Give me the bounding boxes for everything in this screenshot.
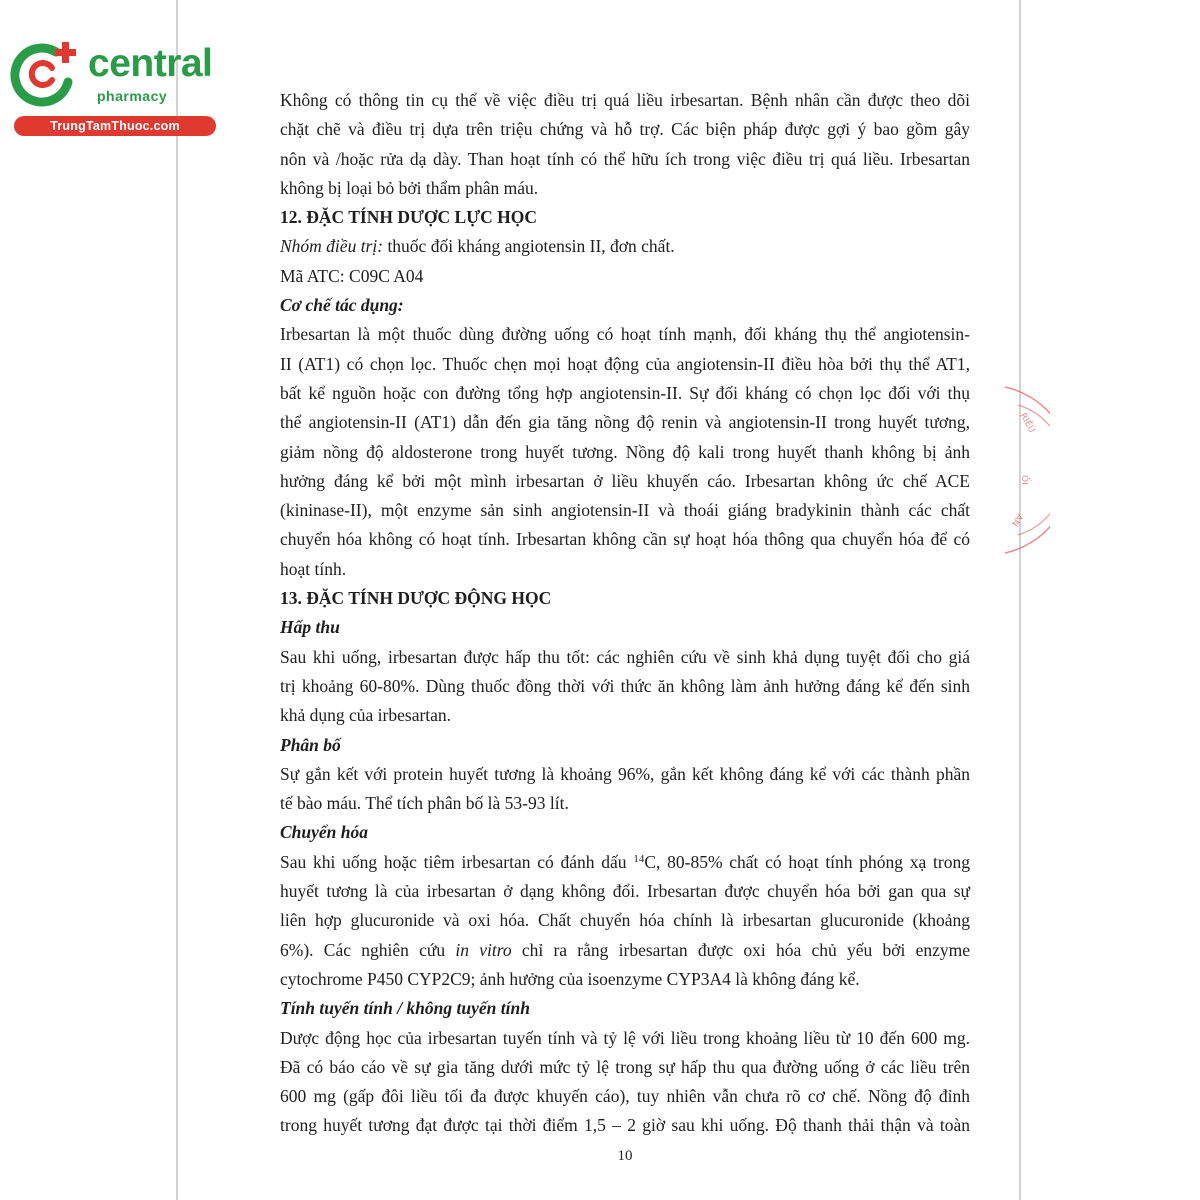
brand-name: central: [88, 42, 213, 85]
paragraph-line: liên hợp glucuronide và oxi hóa. Chất chuyển hóa chính là irbesartan glucuronide (khoảng: [280, 910, 970, 931]
in-vitro-term: in vitro: [455, 939, 512, 960]
paragraph-line: trị khoảng 60-80%. Dùng thuốc đồng thời với thức ăn không làm ảnh hưởng đáng kể đến sinh: [280, 675, 970, 696]
paragraph-line: tế bào máu. Thể tích phân bố là 53-93 lít.: [280, 793, 569, 814]
paragraph-line: giảm nồng độ aldosterone trong huyết tương. Nồng độ kali trong huyết thanh không bị ảnh: [280, 441, 970, 462]
therapeutic-group-value: thuốc đối kháng angiotensin II, đơn chất.: [387, 236, 675, 257]
paragraph-line: chuyển hóa không có hoạt tính. Irbesartan không cần sự hoạt hóa thông qua chuyển hóa để có: [280, 529, 970, 550]
page-number: 10: [617, 1148, 633, 1164]
pharmacy-cross-icon: [8, 36, 80, 108]
therapeutic-group-line: [280, 232, 970, 261]
metabolism-prefix: Sau khi uống hoặc tiêm irbesartan có đánh dấu: [280, 851, 634, 872]
paragraph-line: Đã có báo cáo về sự gia tăng dưới mức tỷ lệ trong sự hấp thu qua đường uống ở các liều trên: [280, 1056, 970, 1077]
metabolism-rest: C, 80-85% chất có hoạt tính phóng xạ trong: [644, 851, 970, 872]
paragraph-line: Không có thông tin cụ thể về việc điều trị quá liều irbesartan. Bệnh nhân cần được theo dõi: [280, 90, 970, 110]
in-vitro-rest: chỉ ra rằng irbesartan được oxi hóa chủ yếu bởi enzyme: [511, 939, 971, 960]
document-body: [280, 86, 970, 1141]
subheading-mechanism: Cơ chế tác dụng:: [280, 295, 404, 316]
svg-text:RIÊU: RIÊU: [1017, 411, 1037, 435]
paragraph-line: cytochrome P450 CYP2C9; ảnh hưởng của isoenzyme CYP3A4 là không đáng kể.: [280, 968, 860, 989]
paragraph-line: Sự gắn kết với protein huyết tương là khoảng 96%, gắn kết không đáng kể với các thành phần: [280, 763, 970, 784]
isotope-superscript: 14: [633, 852, 645, 865]
subheading-linearity: Tính tuyến tính / không tuyến tính: [280, 998, 530, 1019]
brand-website: TrungTamThuoc.com: [14, 116, 216, 136]
atc-code-line: Mã ATC: C09C A04: [280, 265, 424, 286]
subheading-metabolism: Chuyển hóa: [280, 822, 369, 843]
paragraph-line: Irbesartan là một thuốc dùng đường uống có hoạt tính mạnh, đối kháng thụ thể angiotensin-: [280, 324, 970, 345]
paragraph-line: huyết tương là của irbesartan ở dạng không đổi. Irbesartan được chuyển hóa bởi gan qua sự: [280, 881, 970, 902]
paragraph-line: Sau khi uống, irbesartan được hấp thu tốt: các nghiên cứu về sinh khả dụng tuyệt đối cho giá: [280, 646, 970, 667]
subheading-distribution: Phân bố: [280, 734, 341, 755]
paragraph-line: hưởng đáng kể bởi một mình irbesartan ở liều khuyến cáo. Irbesartan không ức chế ACE: [280, 470, 970, 491]
paragraph-line: thể angiotensin-II (AT1) dẫn đến gia tăng nồng độ renin và angiotensin-II trong huyết tương,: [280, 412, 970, 433]
in-vitro-prefix: 6%). Các nghiên cứu: [280, 939, 456, 960]
paragraph-line: khả dụng của irbesartan.: [280, 705, 452, 726]
paragraph-line: nôn và /hoặc rửa dạ dày. Than hoạt tính có thể hữu ích trong việc điều trị quá liều. Irbesartan: [280, 148, 970, 169]
paragraph-line: hoạt tính.: [280, 558, 347, 579]
paragraph-line: trong huyết tương đạt được tại thời điểm 1,5 – 2 giờ sau khi uống. Độ thanh thải thận và toàn: [280, 1115, 970, 1136]
section-heading-13: 13. ĐẶC TÍNH DƯỢC ĐỘNG HỌC: [280, 588, 552, 609]
paragraph-line: bất kể nguồn hoặc con đường tổng hợp angiotensin-II. Sự đối kháng có chọn lọc đối với thụ: [280, 382, 970, 403]
svg-text:AN: AN: [1008, 511, 1025, 528]
paragraph-line: II (AT1) có chọn lọc. Thuốc chẹn mọi hoạt động của angiotensin-II điều hòa bởi thụ thể AT1,: [280, 353, 970, 374]
svg-text:ỐI: ỐI: [1019, 475, 1029, 485]
central-pharmacy-logo: [8, 36, 213, 136]
brand-subtitle: pharmacy: [97, 88, 168, 104]
paragraph-line: 600 mg (gấp đôi liều tối đa được khuyến cáo), tuy nhiên vẫn chưa rõ cơ chế. Nồng độ đỉnh: [280, 1086, 970, 1107]
therapeutic-group-label: Nhóm điều trị:: [280, 236, 384, 257]
paragraph-line: [280, 936, 970, 965]
scan-edge-right: [1019, 0, 1021, 1200]
paragraph-line: Dược động học của irbesartan tuyến tính và tỷ lệ với liều trong khoảng liều từ 10 đến 600 mg.: [280, 1027, 970, 1048]
subheading-absorption: Hấp thu: [280, 617, 340, 638]
paragraph-line: chặt chẽ và điều trị dựa trên triệu chứng và hỗ trợ. Các biện pháp được gợi ý bao gồm gây: [280, 119, 970, 140]
paragraph-line: [280, 848, 970, 877]
section-heading-12: 12. ĐẶC TÍNH DƯỢC LỰC HỌC: [280, 207, 537, 228]
paragraph-line: không bị loại bỏ bởi thẩm phân máu.: [280, 177, 539, 198]
red-seal-stamp: [990, 385, 1050, 555]
scan-edge-left: [176, 0, 178, 1200]
paragraph-line: (kininase-II), một enzyme sản sinh angiotensin-II và thoái giáng bradykinin thành các chất: [280, 500, 970, 521]
